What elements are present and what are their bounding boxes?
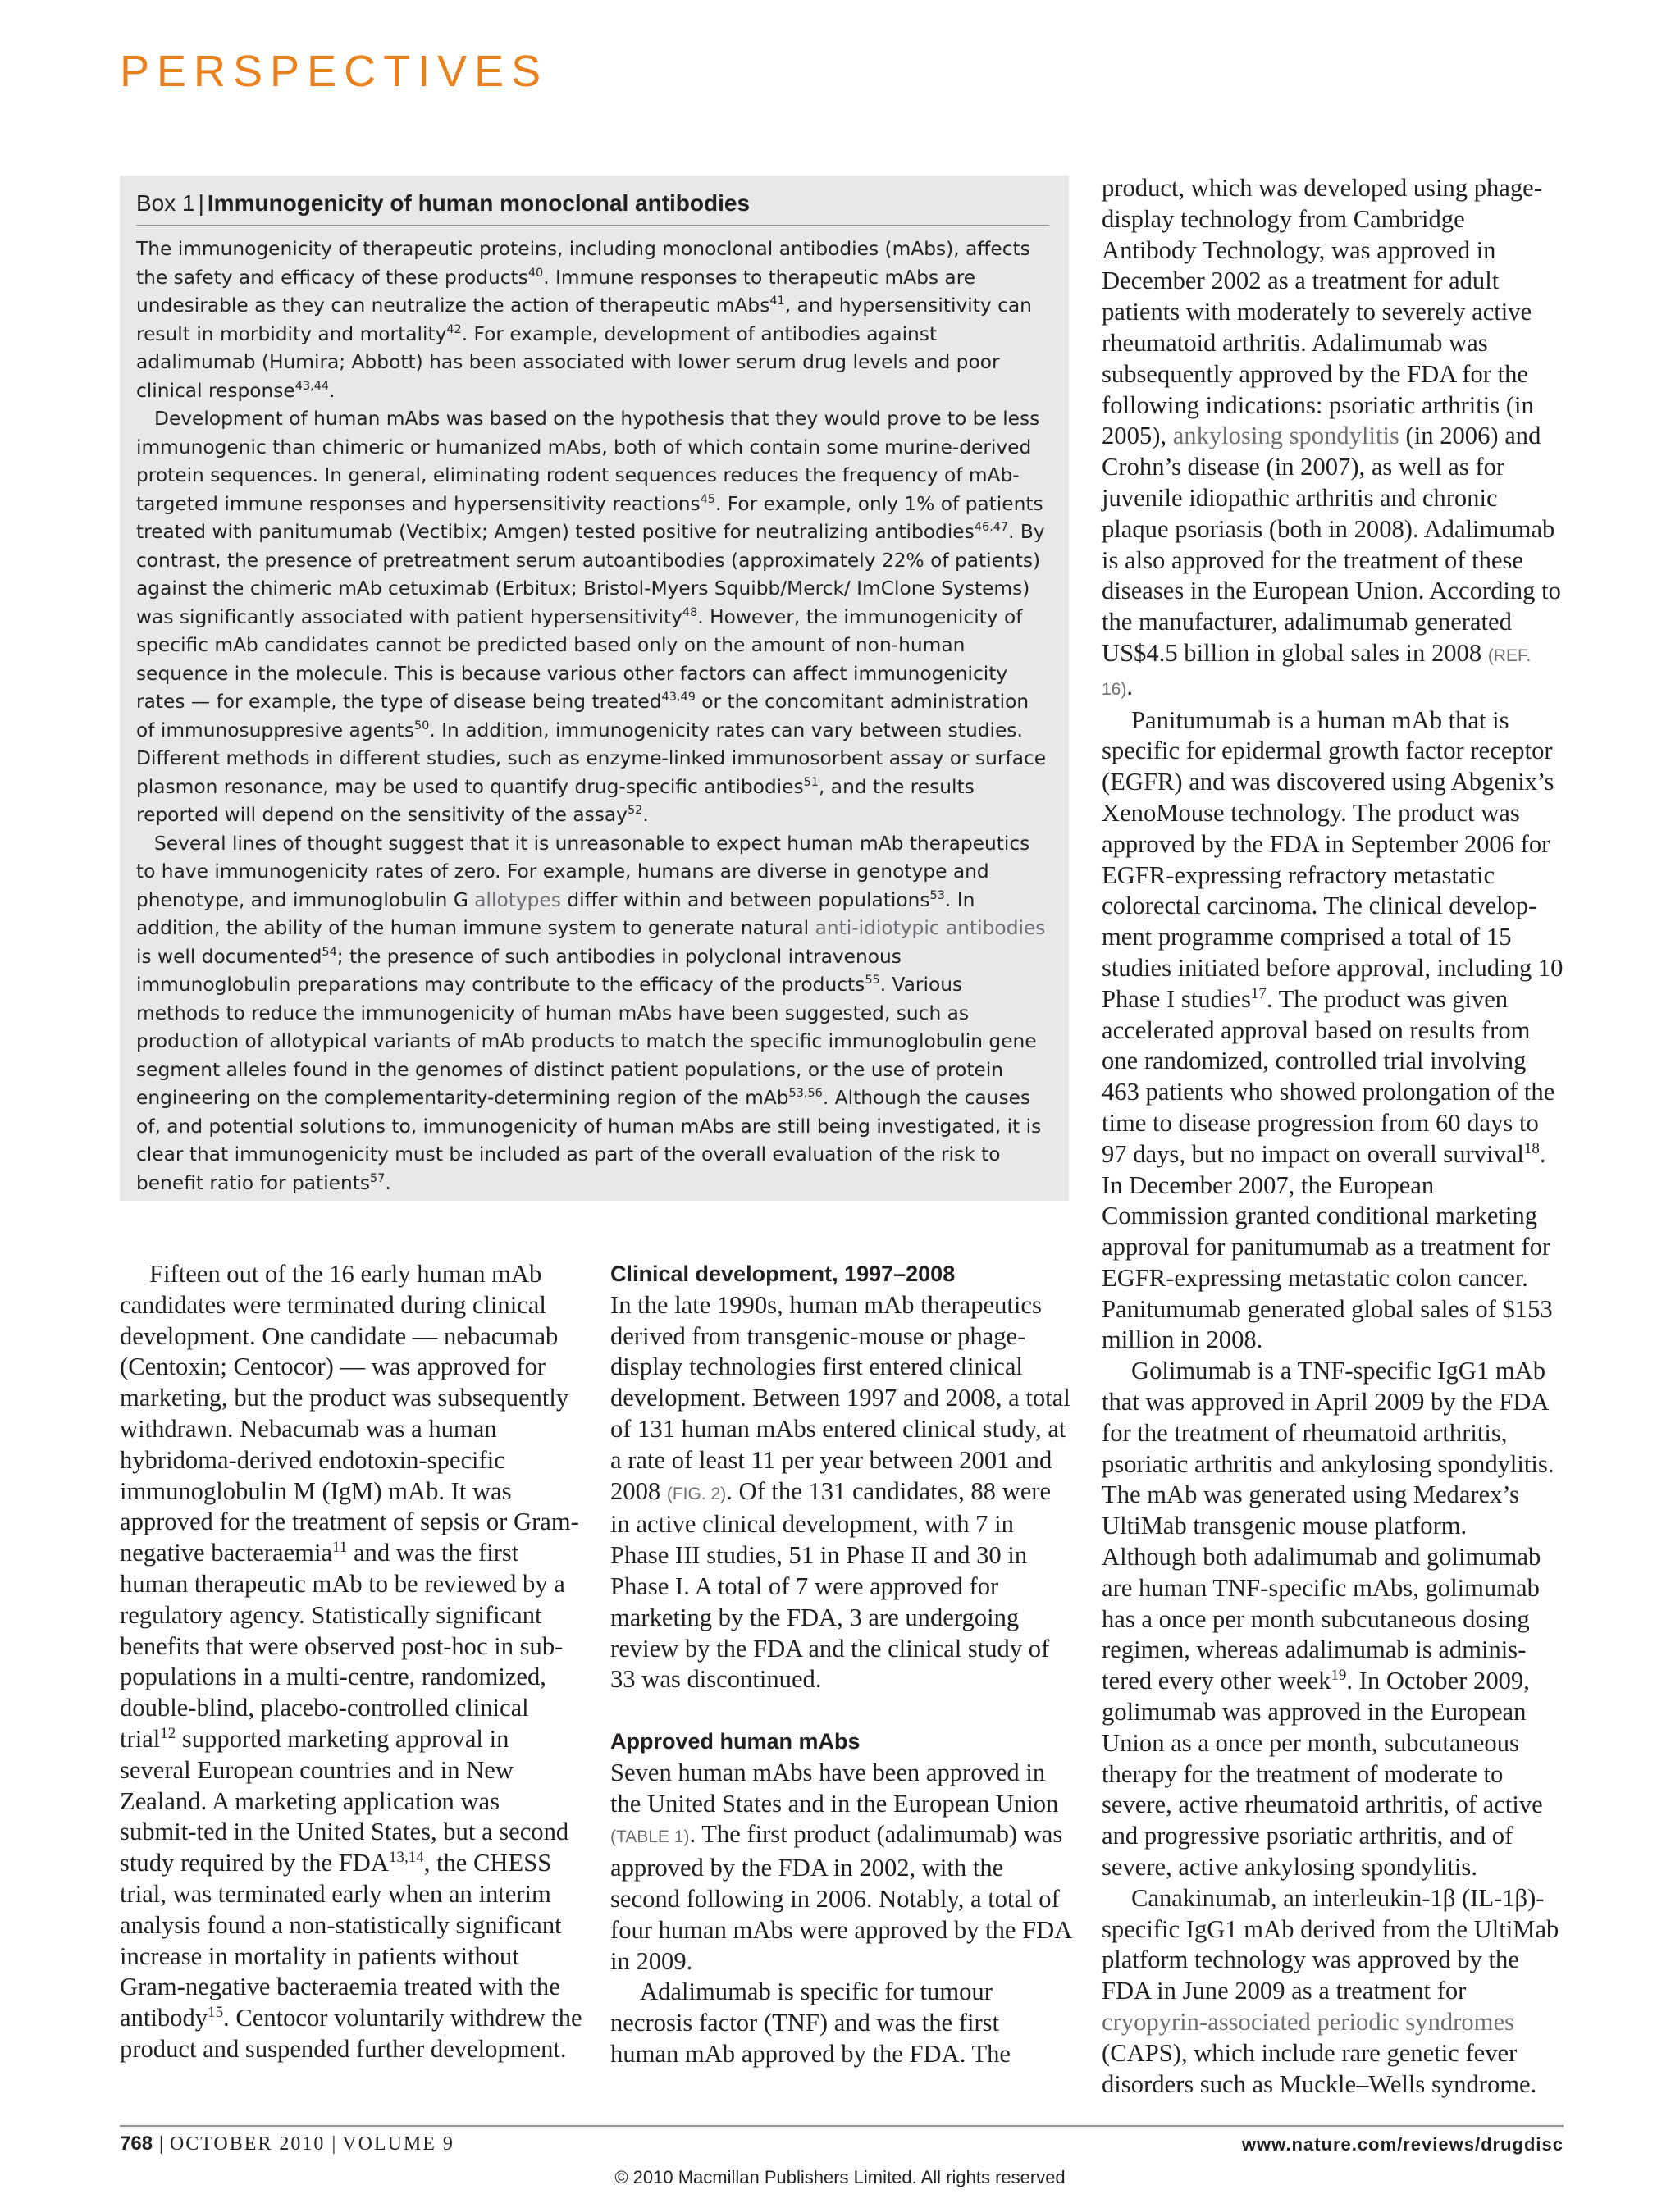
volume-number: VOLUME 9	[342, 2133, 454, 2155]
box-paragraph: The immunogenicity of therapeutic proteins, including monoclonal antibodies (mAbs), affects the safety and efficacy of these products$^{40}$. Immune responses to therapeutic mAbs are undesirable as they can neutralize the action of therapeutic mAbs$^{41}$, and hypersensitivity can result in morbidity and mortality$^{42}$. For example, development of antibodies against adalimumab (Humira; Abbott) has been associated with lower serum drug levels and poor clinical response$^{43,44}$.	[136, 238, 1032, 402]
footer-issue-info	[120, 2133, 454, 2156]
figure-reference-link[interactable]: (FIG. 2)	[666, 1484, 727, 1503]
body-column-3	[1102, 173, 1564, 2100]
page-number: 768	[120, 2133, 153, 2155]
body-paragraph: Panitumumab is a human mAb that is specific for epidermal growth factor receptor (EGFR) and was discovered using Abgenix’s XenoMouse technology. The product was approved by the FDA in September 2006 for EGFR-expressing refractory metastatic colorectal carcinoma. The clinical develop-ment programme comprised a total of 15 studies initiated before approval, including 10 Phase I studies$^{17}$. The product was given accelerated approval based on results from one randomized, controlled trial involving 463 patients who showed prolongation of the time to disease progression from 60 days to 97 days, but no impact on overall survival$^{18}$. In December 2007, the European Commission granted conditional marketing approval for panitumumab as a treatment for EGFR-expressing metastatic colon cancer. Panitumumab generated global sales of $153 million in 2008.	[1102, 705, 1564, 1354]
box-1	[120, 176, 1069, 1201]
box-heading: Immunogenicity of human monoclonal antibodies	[207, 190, 751, 216]
journal-url[interactable]: www.nature.com/reviews/drugdisc	[1241, 2134, 1564, 2155]
reference-link[interactable]: (REF. 16)	[1102, 646, 1532, 699]
title-separator: |	[198, 190, 204, 216]
body-paragraph: Seven human mAbs have been approved in the United States and in the European Union (TABLE 1). The first product (adalimumab) was approved by the FDA in 2002, with the second following in 2006. Notably, a total of four human mAbs were approved by the FDA in 2009.	[610, 1758, 1071, 1975]
body-paragraph: Adalimumab is specific for tumour necrosis factor (TNF) and was the first human mAb approved by the FDA. The	[610, 1978, 1011, 2068]
footer-divider	[120, 2125, 1564, 2127]
section-heading-approved-mabs: Approved human mAbs	[610, 1728, 861, 1754]
glossary-link-allotypes[interactable]: allotypes	[474, 888, 561, 911]
table-reference-link[interactable]: (TABLE 1)	[610, 1827, 690, 1847]
box-number: Box 1	[136, 190, 195, 216]
body-paragraph: Fifteen out of the 16 early human mAb candidates were terminated during clinical development. One candidate — nebacumab (Centoxin; Centocor) — was approved for marketing, but the product was subsequently withdrawn. Nebacumab was a human hybridoma-derived endotoxin-specific immunoglobulin M (IgM) mAb. It was approved for the treatment of sepsis or Gram-negative bacteraemia$^{11}$ and was the first human therapeutic mAb to be reviewed by a regulatory agency. Statistically significant benefits that were observed post-hoc in sub-populations in a multi-centre, randomized, double-blind, placebo-controlled clinical trial$^{12}$ supported marketing approval in several European countries and in New Zealand. A marketing application was submit-ted in the United States, but a second study required by the FDA$^{13,14}$, the CHESS trial, was terminated early when an interim analysis found a non-statistically significant increase in mortality in patients without Gram-negative bacteraemia treated with the antibody$^{15}$. Centocor voluntarily withdrew the product and suspended further development.	[120, 1260, 582, 2063]
glossary-link-ankylosing-spondylitis[interactable]: ankylosing spondylitis	[1172, 422, 1399, 450]
issue-date: OCTOBER 2010	[169, 2133, 326, 2155]
footer-separator: |	[331, 2133, 336, 2155]
body-paragraph: In the late 1990s, human mAb therapeutics derived from transgenic-mouse or phage-display technologies first entered clinical development. Between 1997 and 2008, a total of 131 human mAbs entered clinical study, at a rate of least 11 per year between 2001 and 2008 (FIG. 2). Of the 131 candidates, 88 were in active clinical development, with 7 in Phase III studies, 51 in Phase II and 30 in Phase I. A total of 7 were approved for marketing by the FDA, 3 are undergoing review by the FDA and the clinical study of 33 was discontinued.	[610, 1290, 1071, 1694]
section-label: PERSPECTIVES	[120, 47, 549, 96]
box-paragraph: Several lines of thought suggest that it is unreasonable to expect human mAb therapeutics to have immunogenicity rates of zero. For example, humans are diverse in genotype and phenotype, and immunoglobulin G allotypes differ within and between populations$^{53}$. In addition, the ability of the human immune system to generate natural anti-idiotypic antibodies is well documented$^{54}$; the presence of such antibodies in polyclonal intravenous immunoglobulin preparations may contribute to the efficacy of the products$^{55}$. Various methods to reduce the immunogenicity of human mAbs have been suggested, such as production of allotypical variants of mAb products to match the specific immunoglobulin gene segment alleles found in the genomes of distinct patient populations, or the use of protein engineering on the complementarity-determining region of the mAb$^{53,56}$. Although the causes of, and potential solutions to, immunogenicity of human mAbs are still being investigated, it is clear that immunogenicity must be included as part of the overall evaluation of the risk to benefit ratio for patients$^{57}$.	[136, 832, 1046, 1194]
body-paragraph: Canakinumab, an interleukin-1β (IL-1β)-specific IgG1 mAb derived from the UltiMab platform technology was approved by the FDA in June 2009 as a treatment for cryopyrin-associated periodic syndromes (CAPS), which include rare genetic fever disorders such as Muckle–Wells syndrome.	[1102, 1883, 1559, 2098]
section-heading-clinical-development: Clinical development, 1997–2008	[610, 1261, 956, 1286]
body-column-2	[610, 1259, 1072, 2070]
glossary-link-anti-idiotypic-antibodies[interactable]: anti-idiotypic antibodies	[815, 917, 1046, 939]
box-paragraph: Development of human mAbs was based on the hypothesis that they would prove to be less immunogenic than chimeric or humanized mAbs, both of which contain some murine-derived protein sequences. In general, eliminating rodent sequences reduces the frequency of mAb-targeted immune responses and hypersensitivity reactions$^{45}$. For example, only 1% of patients treated with panitumumab (Vectibix; Amgen) tested positive for neutralizing antibodies$^{46,47}$. By contrast, the presence of pretreatment serum autoantibodies (approximately 22% of patients) against the chimeric mAb cetuximab (Erbitux; Bristol-Myers Squibb/Merck/ ImClone Systems) was significantly associated with patient hypersensitivity$^{48}$. However, the immunogenicity of specific mAb candidates cannot be predicted based only on the amount of non-human sequence in the molecule. This is because various other factors can affect immunogenicity rates — for example, the type of disease being treated$^{43,49}$ or the concomitant administration of immunosuppresive agents$^{50}$. In addition, immunogenicity rates can vary between studies. Different methods in different studies, such as enzyme-linked immunosorbent assay or surface plasmon resonance, may be used to quantify drug-specific antibodies$^{51}$, and the results reported will depend on the sensitivity of the assay$^{52}$.	[136, 408, 1047, 826]
body-paragraph: Golimumab is a TNF-specific IgG1 mAb that was approved in April 2009 by the FDA for the treatment of rheumatoid arthritis, psoriatic arthritis and ankylosing spondylitis. The mAb was generated using Medarex’s UltiMab transgenic mouse platform. Although both adalimumab and golimumab are human TNF-specific mAbs, golimumab has a once per month subcutaneous dosing regimen, whereas adalimumab is adminis-tered every other week$^{19}$. In October 2009, golimumab was approved in the European Union as a once per month, subcutaneous therapy for the treatment of moderate to severe, active rheumatoid arthritis, of active and progressive psoriatic arthritis, and of severe, active ankylosing spondylitis.	[1102, 1357, 1554, 1882]
body-paragraph: product, which was developed using phage-display technology from Cambridge Antibody Technology, was approved in December 2002 as a treatment for adult patients with moderately to severely active rheumatoid arthritis. Adalimumab was subsequently approved by the FDA for the following indications: psoriatic arthritis (in 2005), ankylosing spondylitis (in 2006) and Crohn’s disease (in 2007), as well as for juvenile idiopathic arthritis and chronic plaque psoriasis (both in 2008). Adalimumab is also approved for the treatment of these diseases in the European Union. According to the manufacturer, adalimumab generated US$4.5 billion in global sales in 2008 (REF. 16).	[1102, 174, 1561, 700]
footer-separator: |	[159, 2133, 163, 2155]
body-column-1	[120, 1259, 582, 2065]
box-title	[136, 187, 1049, 226]
glossary-link-caps[interactable]: cryopyrin-associated periodic syndromes	[1102, 2008, 1514, 2037]
copyright-notice: © 2010 Macmillan Publishers Limited. All rights reserved	[614, 2167, 1066, 2187]
